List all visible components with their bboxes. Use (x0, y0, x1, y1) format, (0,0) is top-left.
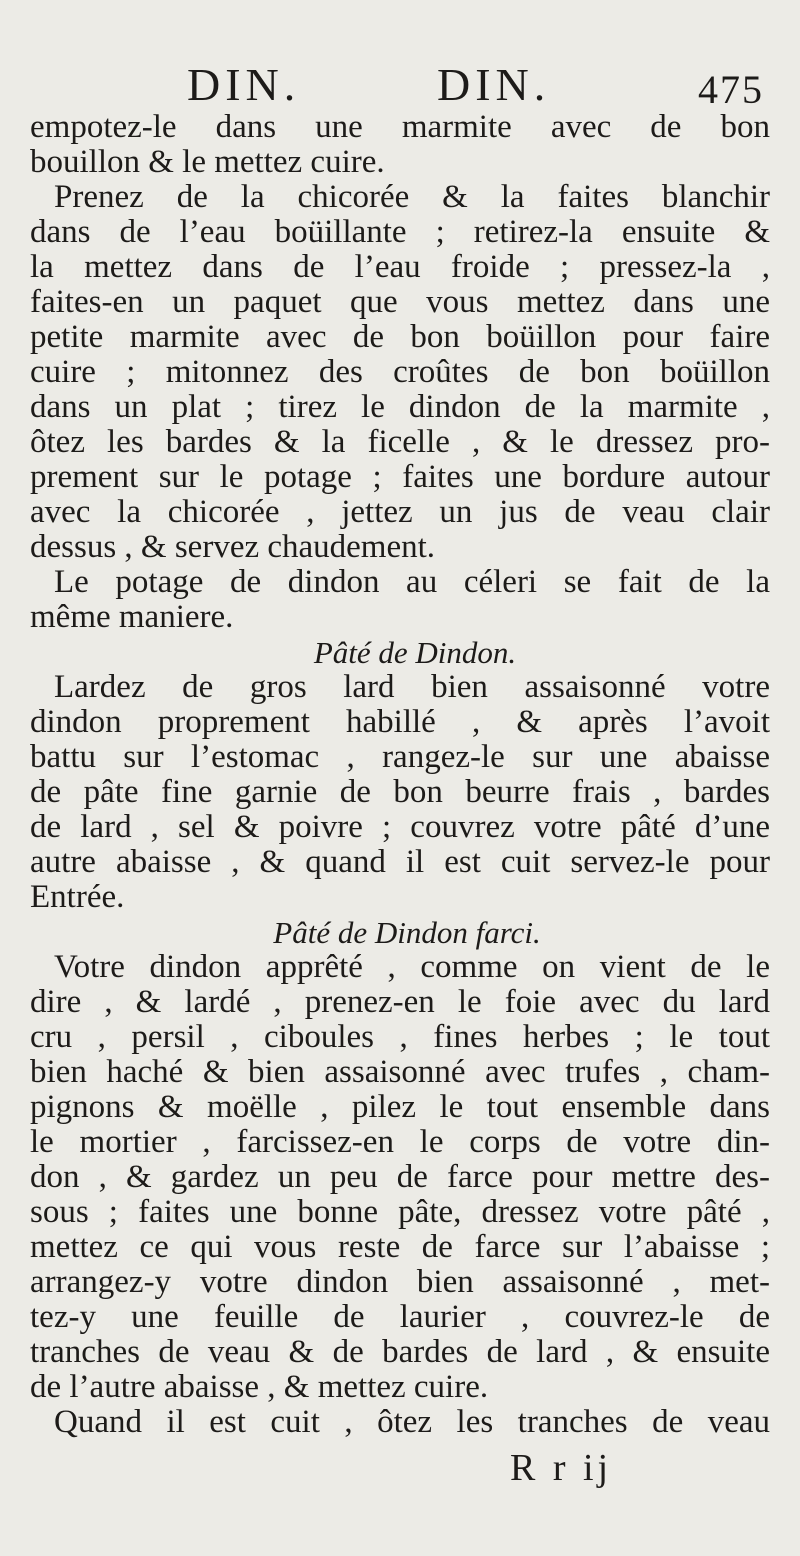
text-line: dire , & lardé , prenez-en le foie avec du lard (30, 984, 770, 1020)
text-line: mettez ce qui vous reste de farce sur l’abaisse ; (30, 1229, 770, 1265)
text-line: tez-y une feuille de laurier , couvrez-le de (30, 1299, 770, 1335)
text-line: de l’autre abaisse , & mettez cuire. (30, 1369, 489, 1405)
text-line: de lard , sel & poivre ; couvrez votre pâté d’une (30, 809, 770, 845)
text-line: même maniere. (30, 599, 234, 635)
text-line: empotez-le dans une marmite avec de bon (30, 109, 770, 145)
text-line: tranches de veau & de bardes de lard , & ensuite (30, 1334, 770, 1370)
text-line: autre abaisse , & quand il est cuit servez-le pour (30, 844, 770, 880)
running-head-left: DIN. (187, 59, 301, 110)
text-line: Votre dindon apprêté , comme on vient de le (54, 949, 770, 985)
text-line: Lardez de gros lard bien assaisonné votre (54, 669, 770, 705)
body-text (30, 110, 770, 1440)
text-line: dindon proprement habillé , & après l’avoit (30, 704, 770, 740)
text-line: pignons & moëlle , pilez le tout ensemble dans (30, 1089, 770, 1125)
text-line: arrangez-y votre dindon bien assaisonné , met- (30, 1264, 770, 1300)
text-line: cru , persil , ciboules , fines herbes ; le tout (30, 1019, 770, 1055)
running-header (0, 58, 800, 114)
text-line: prement sur le potage ; faites une bordure autour (30, 459, 770, 495)
section-heading: Pâté de Dindon. (313, 635, 517, 670)
text-line: la mettez dans de l’eau froide ; pressez-la , (30, 249, 770, 285)
text-line: Entrée. (30, 879, 125, 915)
page-number: 475 (698, 67, 764, 112)
text-line: dessus , & servez chaudement. (30, 529, 436, 565)
text-line: le mortier , farcissez-en le corps de votre din- (30, 1124, 770, 1160)
text-line: bien haché & bien assaisonné avec trufes , cham- (30, 1054, 770, 1090)
text-line: bouillon & le mettez cuire. (30, 144, 385, 180)
text-line: dans un plat ; tirez le dindon de la marmite , (30, 389, 770, 425)
text-line: avec la chicorée , jettez un jus de veau clair (30, 494, 770, 530)
text-line: don , & gardez un peu de farce pour mettre des- (30, 1159, 770, 1195)
signature-mark: R r ij (510, 1447, 613, 1489)
text-line: sous ; faites une bonne pâte, dressez votre pâté , (30, 1194, 770, 1230)
text-line: faites-en un paquet que vous mettez dans une (30, 284, 770, 320)
text-line: Le potage de dindon au céleri se fait de la (54, 564, 770, 600)
section-heading: Pâté de Dindon farci. (273, 915, 541, 950)
text-line: battu sur l’estomac , rangez-le sur une abaisse (30, 739, 770, 775)
text-line: cuire ; mitonnez des croûtes de bon boüillon (30, 354, 770, 390)
text-line: de pâte fine garnie de bon beurre frais , bardes (30, 774, 770, 810)
text-line: Prenez de la chicorée & la faites blanchir (54, 179, 770, 215)
text-line: petite marmite avec de bon boüillon pour faire (30, 319, 770, 355)
text-line: Quand il est cuit , ôtez les tranches de veau (54, 1404, 770, 1440)
text-line: dans de l’eau boüillante ; retirez-la ensuite & (30, 214, 770, 250)
running-head-right: DIN. (437, 59, 551, 110)
text-line: ôtez les bardes & la ficelle , & le dressez pro- (30, 424, 770, 460)
